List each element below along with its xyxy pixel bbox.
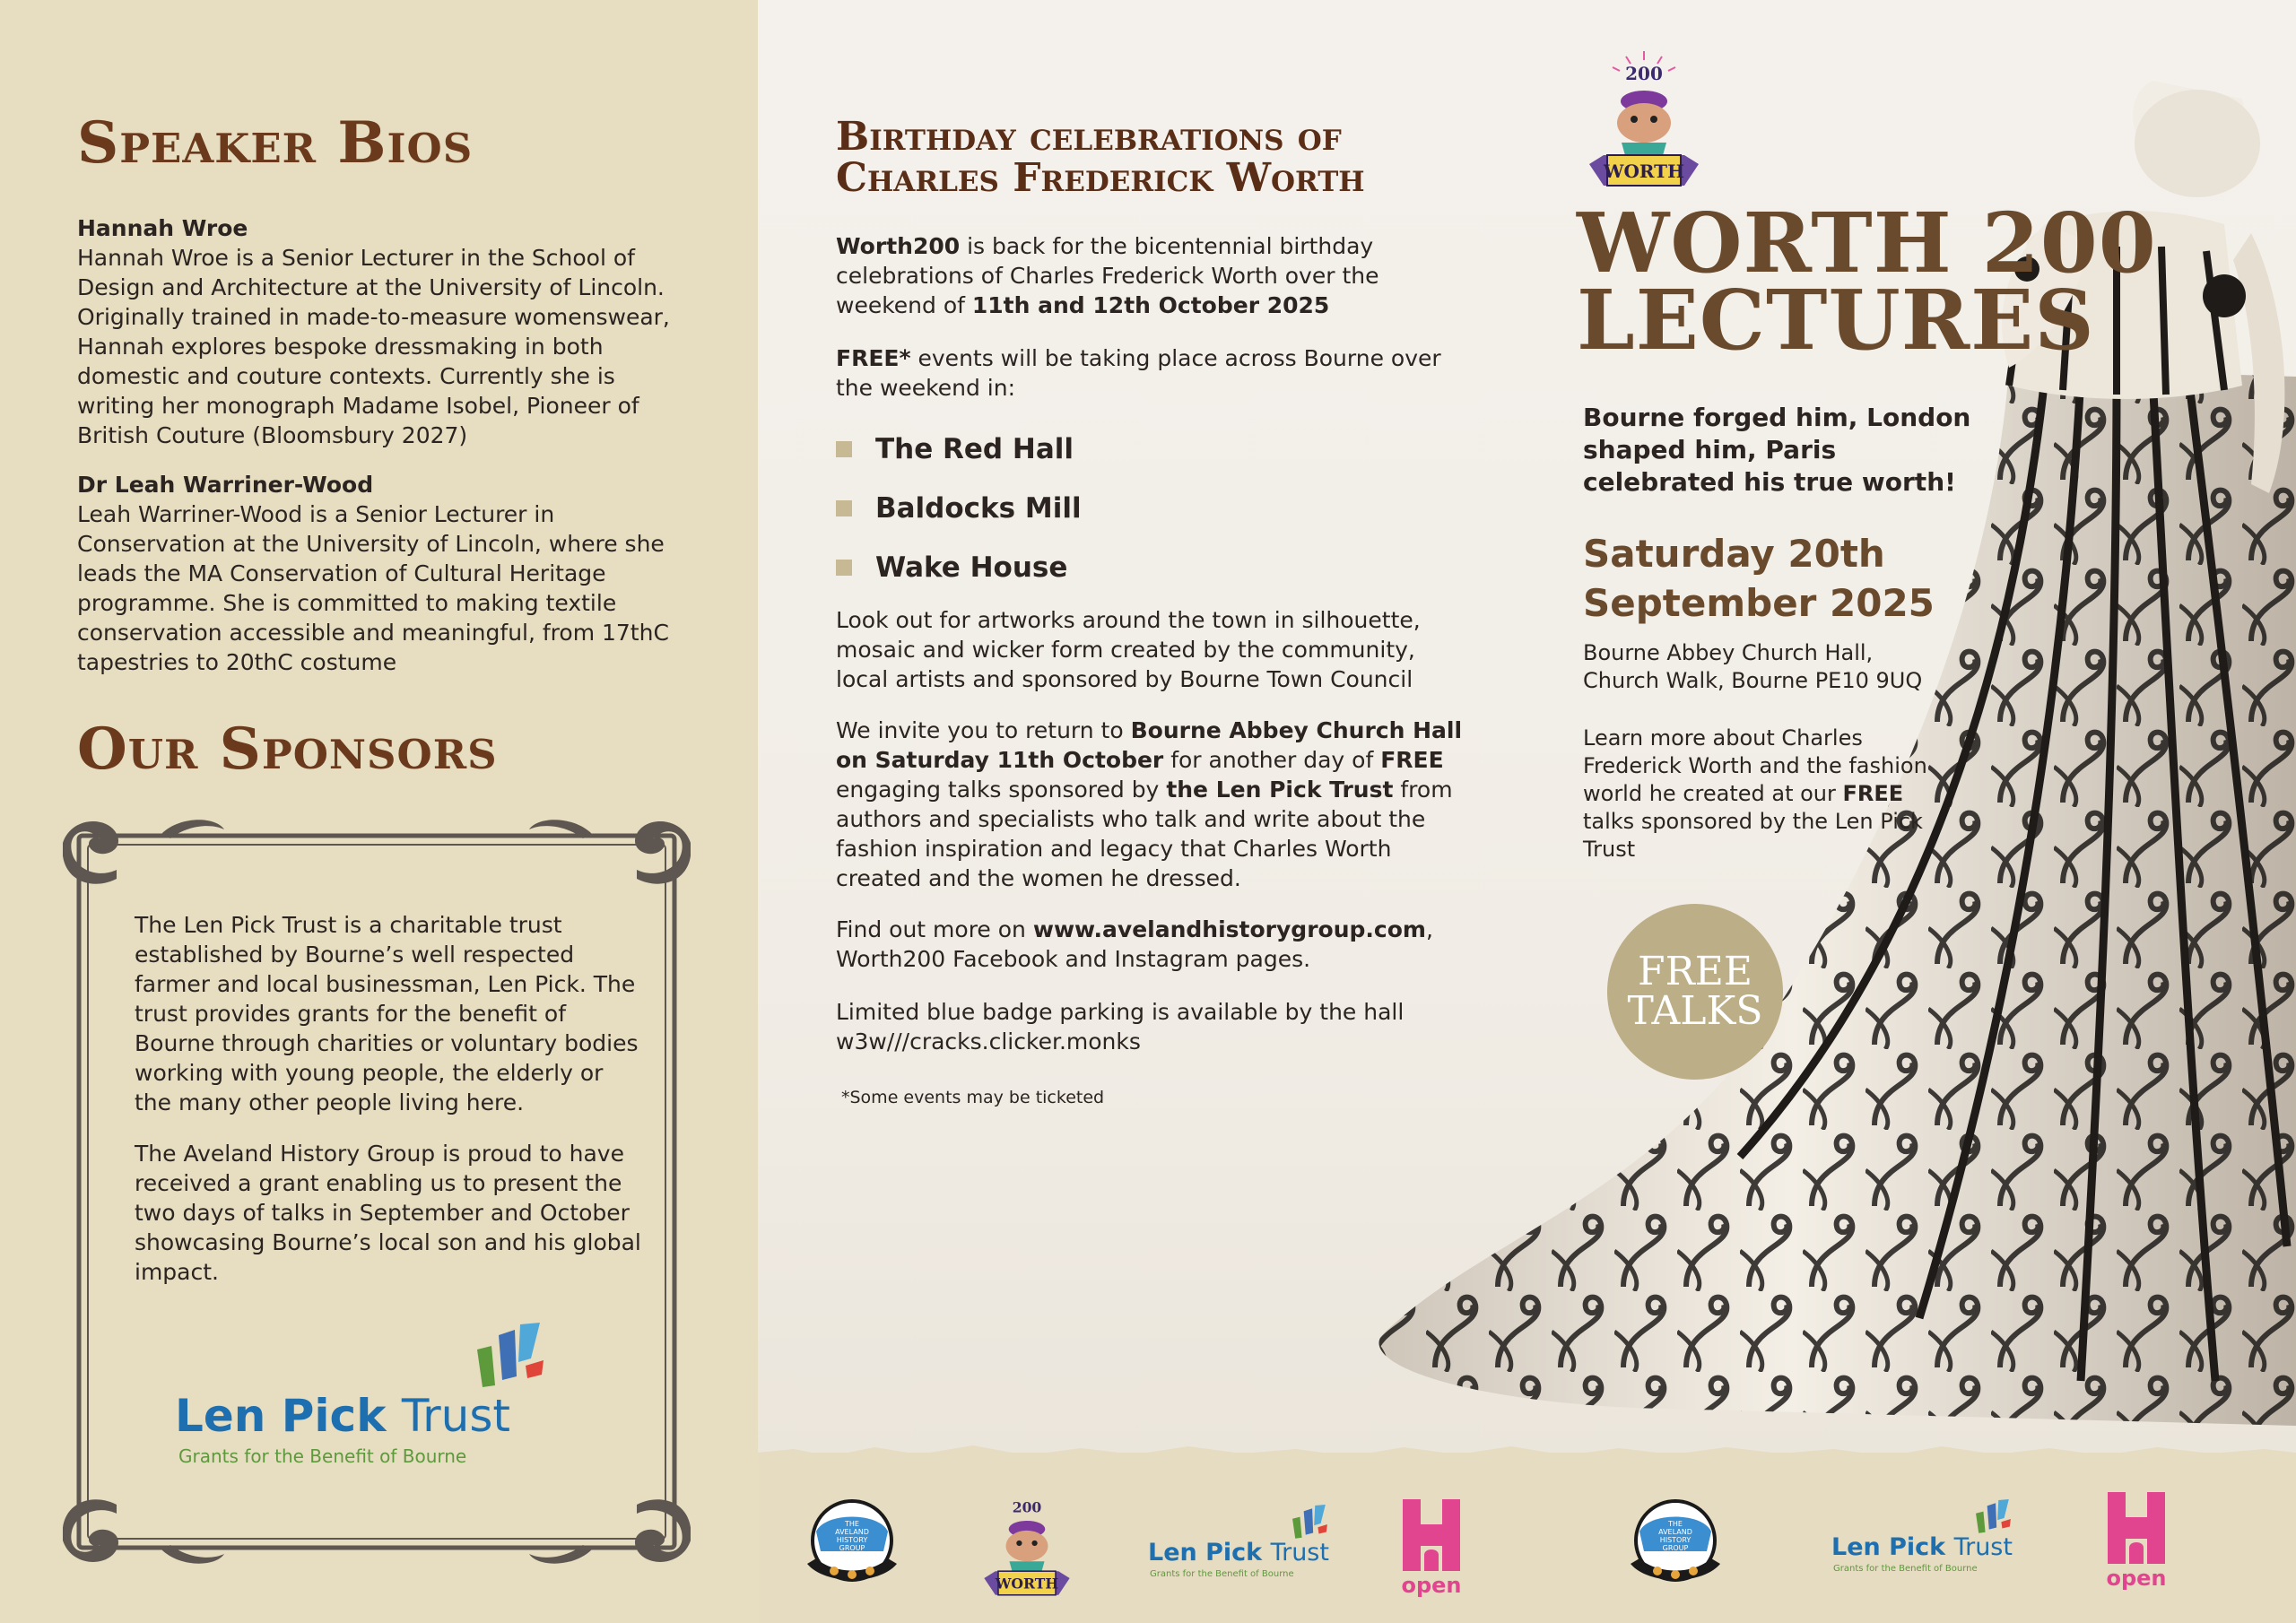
aveland-history-group-logo xyxy=(798,1496,906,1594)
intro-paragraph xyxy=(836,231,1464,320)
free-events-paragraph xyxy=(836,343,1464,403)
birthday-title-line2: Charles Frederick Worth xyxy=(836,155,1365,201)
footer-len-pick-trust: Trust xyxy=(1953,1533,2013,1561)
parking-paragraph xyxy=(836,997,1464,1056)
open-label: open xyxy=(2106,1566,2167,1591)
speaker-description: Leah Warriner-Wood is a Senior Lecturer in Conservation at the University of Lincoln, where she leads the MA Conservation of Cultural Heritage programme. She is committed to making textile conservation accessible and meaningful, from 17thC tapestries to 20thC costume xyxy=(77,501,669,675)
footer-len-pick-bold: Len Pick xyxy=(1148,1539,1263,1567)
event-tagline: Bourne forged him, London shaped him, Paris celebrated his true worth! xyxy=(1583,403,1971,497)
aveland-word: HISTORY xyxy=(1659,1536,1692,1544)
venue-item xyxy=(836,479,1082,538)
findout-paragraph xyxy=(836,915,1464,974)
emblem-banner: WORTH xyxy=(1604,161,1684,182)
event-address-line2: Church Walk, Bourne PE10 9UQ xyxy=(1583,668,1923,693)
footer-emblem-number: 200 xyxy=(1012,1498,1042,1516)
heritage-open-logo xyxy=(1399,1499,1464,1598)
speaker-bio xyxy=(77,470,687,677)
findout-text: Find out more on xyxy=(836,916,1033,942)
len-pick-footer-flag-icon xyxy=(1292,1505,1329,1542)
aveland-word: AVELAND xyxy=(835,1528,869,1536)
brand-name: Worth200 xyxy=(836,233,961,259)
footer-len-pick-name xyxy=(1148,1539,1329,1567)
footer-len-pick-tagline: Grants for the Benefit of Bourne xyxy=(1150,1569,1294,1579)
venue-item xyxy=(836,538,1082,597)
footer-emblem-banner: WORTH xyxy=(995,1575,1059,1593)
len-pick-name xyxy=(175,1390,510,1442)
venue-item xyxy=(836,420,1082,479)
venue-name: Wake House xyxy=(875,551,1068,584)
birthday-title-line1: Birthday celebrations of xyxy=(836,114,1342,160)
open-label: open xyxy=(1401,1573,1462,1598)
weekend-dates: 11th and 12th October 2025 xyxy=(971,292,1330,318)
invite-paragraph xyxy=(836,716,1464,893)
findout-text: , Worth200 Facebook and Instagram pages. xyxy=(836,916,1433,972)
len-pick-trust-logo xyxy=(175,1323,570,1475)
aveland-word: THE xyxy=(845,1520,859,1528)
venue-name: The Red Hall xyxy=(875,433,1074,465)
free-text: events will be taking place across Bourne over the weekend in: xyxy=(836,345,1441,401)
heritage-open-h-icon xyxy=(1399,1499,1464,1571)
venue-list xyxy=(836,420,1082,597)
what3words-address: w3w///cracks.clicker.monks xyxy=(836,1028,1141,1055)
artworks-paragraph: Look out for artworks around the town in silhouette, mosaic and wicker form created by the community, local artists and sponsored by Bourne Town Council xyxy=(836,607,1421,692)
learn-text: Learn more about Charles Frederick Worth and the fashion world he created at our xyxy=(1583,725,1927,806)
invite-free: FREE xyxy=(1380,747,1444,773)
event-title-line1: WORTH 200 xyxy=(1577,195,2157,291)
aveland-history-group-logo-2 xyxy=(1622,1496,1729,1594)
event-address xyxy=(1583,639,1978,695)
len-pick-flag-icon xyxy=(475,1323,547,1394)
footer-len-pick-name xyxy=(1831,1533,2013,1561)
speaker-name: Dr Leah Warriner-Wood xyxy=(77,472,374,498)
heritage-open-h-icon xyxy=(2104,1492,2169,1564)
len-pick-trust-word: Trust xyxy=(401,1390,510,1442)
event-date xyxy=(1583,529,1978,628)
invite-sponsor: the Len Pick Trust xyxy=(1166,777,1394,803)
intro-text: is back for the bicentennial birthday celebrations of Charles Frederick Worth over the weekend of xyxy=(836,233,1379,318)
invite-venue: Bourne Abbey Church Hall on Saturday 11th October xyxy=(836,717,1463,773)
event-title xyxy=(1577,195,2157,369)
aveland-word: AVELAND xyxy=(1658,1528,1692,1536)
aveland-word: HISTORY xyxy=(836,1536,868,1544)
speaker-bios-heading: Speaker Bios xyxy=(77,109,474,177)
heritage-open-logo-2 xyxy=(2104,1492,2169,1591)
invite-text: for another day of xyxy=(1163,747,1381,773)
free-label: FREE* xyxy=(836,345,911,371)
sponsors-heading: Our Sponsors xyxy=(77,716,498,783)
badge-line1: FREE xyxy=(1638,949,1752,994)
speaker-name: Hannah Wroe xyxy=(77,215,248,241)
len-pick-footer-flag-icon xyxy=(1975,1499,2013,1537)
footer-len-pick-trust: Trust xyxy=(1270,1539,1329,1567)
invite-text: We invite you to return to xyxy=(836,717,1131,743)
event-address-line1: Bourne Abbey Church Hall, xyxy=(1583,640,1874,665)
learn-free: FREE xyxy=(1842,781,1904,806)
venue-name: Baldocks Mill xyxy=(875,492,1082,525)
sponsor-paragraph: The Len Pick Trust is a charitable trust established by Bourne’s well respected farmer and local businessman, Len Pick. The trust provides grants for the benefit of Bourne through charities or voluntary bodies working with young people, the elderly or the many other people living here. xyxy=(135,912,639,1115)
free-talks-badge xyxy=(1607,904,1783,1080)
len-pick-footer-logo xyxy=(1148,1505,1336,1585)
footer-len-pick-bold: Len Pick xyxy=(1831,1533,1946,1561)
square-bullet-icon xyxy=(836,500,852,516)
ticket-footnote: *Some events may be ticketed xyxy=(841,1088,1105,1107)
square-bullet-icon xyxy=(836,441,852,457)
aveland-word: THE xyxy=(1668,1520,1683,1528)
worth200-emblem xyxy=(1586,49,1702,193)
len-pick-bold: Len Pick xyxy=(175,1390,387,1442)
event-date-line2: September 2025 xyxy=(1583,581,1935,625)
sponsor-paragraph: The Aveland History Group is proud to have received a grant enabling us to present the two days of talks in September and October showcasing Bourne’s local son and his global impact. xyxy=(135,1141,641,1285)
learn-text: talks sponsored by the Len Pick Trust xyxy=(1583,809,1923,862)
footer-len-pick-tagline: Grants for the Benefit of Bourne xyxy=(1833,1564,1978,1574)
len-pick-tagline: Grants for the Benefit of Bourne xyxy=(178,1445,467,1467)
event-date-line1: Saturday 20th xyxy=(1583,532,1885,576)
speaker-bio xyxy=(77,213,687,450)
birthday-title xyxy=(836,114,1464,201)
badge-line2: TALKS xyxy=(1627,988,1763,1034)
len-pick-footer-logo-2 xyxy=(1831,1499,2020,1580)
aveland-word: GROUP xyxy=(1662,1544,1689,1552)
invite-text: from authors and specialists who talk and write about the fashion inspiration and legacy that Charles Worth created and the women he dressed. xyxy=(836,777,1453,891)
learn-more-paragraph xyxy=(1583,725,1960,864)
event-title-line2: LECTURES xyxy=(1577,272,2095,369)
aveland-word: GROUP xyxy=(839,1544,865,1552)
invite-text: engaging talks sponsored by xyxy=(836,777,1167,803)
square-bullet-icon xyxy=(836,560,852,576)
emblem-number: 200 xyxy=(1625,63,1663,84)
website-link[interactable]: www.avelandhistorygroup.com xyxy=(1032,916,1426,942)
speaker-description: Hannah Wroe is a Senior Lecturer in the School of Design and Architecture at the University of Lincoln. Originally trained in made-to-measure womenswear, Hannah explores bespoke dressmaking in both domestic and couture contexts. Currently she is writing her monograph Madame Isobel, Pioneer of British Couture (Bloomsbury 2027) xyxy=(77,245,670,448)
parking-text: Limited blue badge parking is available by the hall xyxy=(836,999,1405,1025)
worth200-footer-logo xyxy=(969,1488,1085,1601)
